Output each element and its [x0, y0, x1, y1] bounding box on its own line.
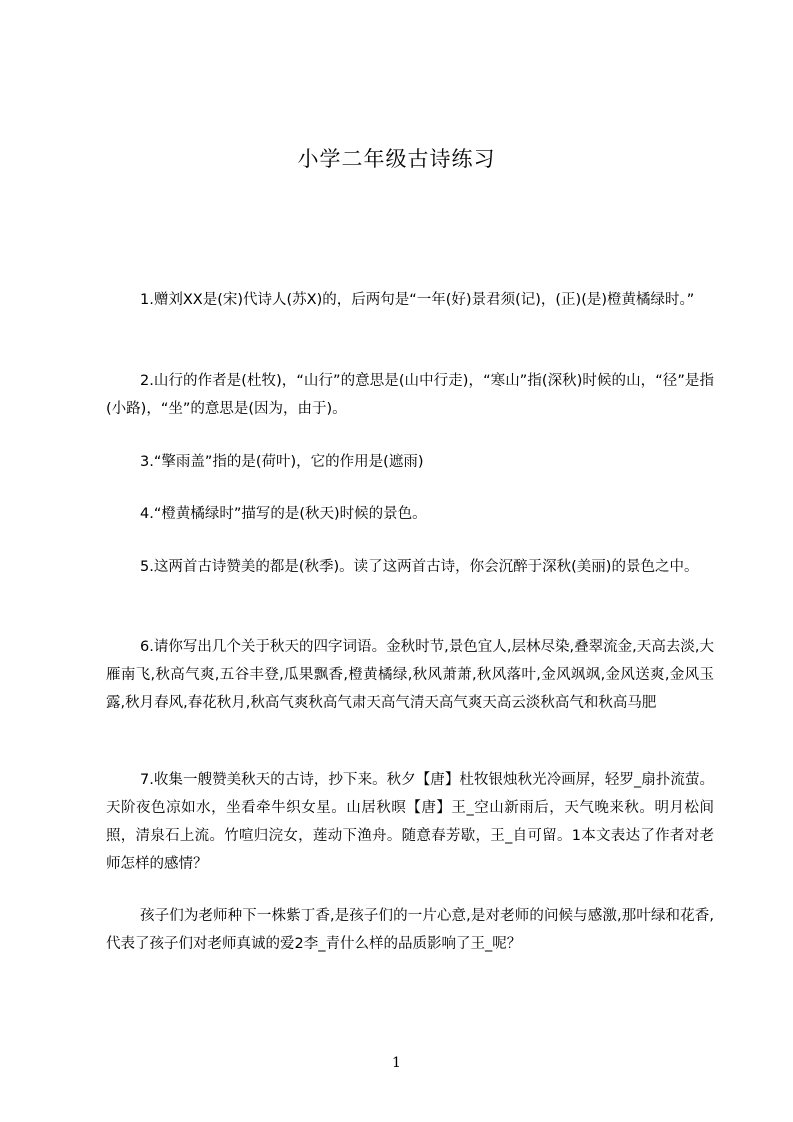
question-3: 3.“擎雨盖”指的是(荷叶)，它的作用是(遮雨) [140, 454, 424, 470]
document-title: 小学二年级古诗练习 [297, 147, 496, 171]
page-number: 1 [392, 1055, 401, 1071]
question-6: 6.请你写出几个关于秋天的四字词语。金秋时节,景色宜人,层林尽染,叠翠流金,天高去淡,大雁南飞,秋高气爽,五谷丰登,瓜果飘香,橙黄橘绿,秋风萧萧,秋风落叶,金风飒飒,金风送爽,金风玉露,秋月春风,春花秋月,秋高气爽秋高气肃天高气清天高气爽天高云淡秋高气和秋高马肥 [106, 639, 714, 711]
question-5: 5.这两首古诗赞美的都是(秋季)。读了这两首古诗，你会沉醉于深秋(美丽)的景色之中。 [140, 559, 699, 575]
question-7: 7.收集一艘赞美秋天的古诗，抄下来。秋夕【唐】杜牧银烛秋光冷画屏，轻罗_扇扑流萤。天阶夜色凉如水，坐看牵牛织女星。山居秋暝【唐】王_空山新雨后，天气晚来秋。明月松间照，清泉石上流。竹喧归浣女，莲动下渔舟。随意春芳歇，王_自可留。1本文表达了作者对老师怎样的感情？ [106, 772, 714, 872]
question-4: 4.“橙黄橘绿时”描写的是(秋天)时候的景色。 [140, 506, 427, 522]
question-2: 2.山行的作者是(杜牧)，“山行”的意思是(山中行走)，“寒山”指(深秋)时候的山，“径”是指(小路)，“坐”的意思是(因为，由于)。 [106, 373, 714, 417]
reading-passage: 孩子们为老师种下一株紫丁香,是孩子们的一片心意,是对老师的问候与感激,那叶绿和花香,代表了孩子们对老师真诚的爱2李_青什么样的品质影响了王_呢？ [106, 908, 714, 952]
question-1: 1.赠刘XX是(宋)代诗人(苏X)的，后两句是“一年(好)景君须(记)，(正)(是)橙黄橘绿时。” [140, 292, 695, 308]
